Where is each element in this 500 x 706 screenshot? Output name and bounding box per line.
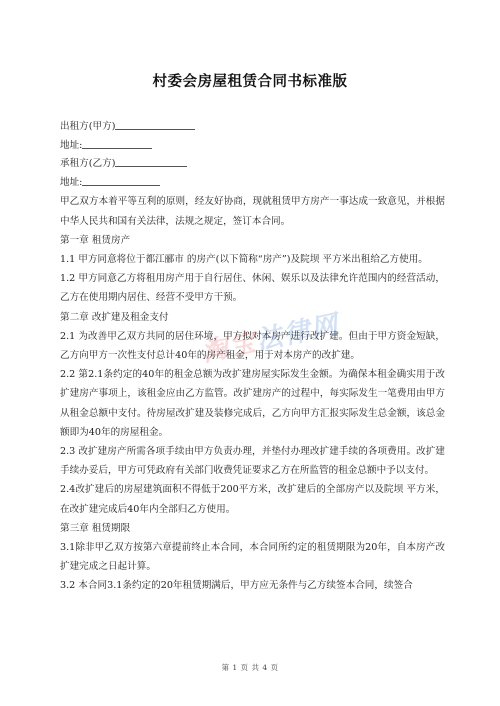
preamble-paragraph: 甲乙双方本着平等互利的原则，经友好协商，现就租赁甲方房产一事达成一致意见，并根据中华人民共和国有关法律，法规之规定，签订本合同。	[60, 196, 445, 227]
clause-1-1: 1.1 甲方同意将位于都江郦市 的房产(以下简称“房产”)及院坝 平方米出租给乙方使用。	[60, 253, 428, 265]
party-lessee-address	[60, 174, 445, 193]
clause-1-2: 1.2 甲方同意乙方将租用房产用于自行居住、休闲、娱乐以及法律允许范围内的经营活动，乙方在使用期内居住、经营不受甲方干预。	[60, 273, 445, 304]
party-lessor-label: 出租方(甲方)	[60, 121, 116, 132]
clause-2-4: 2.4改扩建后的房屋建筑面积不得低于200平方米，改扩建后的全部房产以及院坝 平方米，在改扩建完成后40年内全部归乙方使用。	[60, 484, 445, 515]
clause-2-1: 2.1 为改善甲乙双方共同的居住环境，甲方拟对本房产进行改扩建。但由于甲方资金短缺，乙方向甲方一次性支付总计40年的房产租金，用于对本房产的改扩建。	[60, 330, 445, 361]
party-lessee-blank	[115, 155, 187, 167]
chapter-1-heading: 第一章 租赁房产	[60, 234, 131, 246]
chapter-3-heading: 第三章 租赁期限	[60, 522, 131, 534]
document-title: 村委会房屋租赁合同书标准版	[152, 74, 348, 90]
party-lessee-address-blank	[82, 174, 160, 186]
clause-3-2: 3.2 本合同3.1条约定的20年租赁期满后，甲方应无条件与乙方续签本合同，续签合	[60, 580, 413, 592]
party-lessor-address-blank	[82, 137, 152, 149]
document-body	[60, 118, 445, 596]
chapter-2-heading: 第二章 改扩建及租金支付	[60, 311, 169, 323]
party-lessor	[60, 118, 445, 137]
party-lessee	[60, 155, 445, 174]
watermark-red-text: 淘宝	[198, 327, 260, 369]
party-lessor-address-label: 地址:	[60, 139, 83, 151]
page-footer: 第 1 页 共 4 页	[221, 663, 279, 672]
clause-3-1: 3.1除非甲乙双方按第六章提前终止本合同，本合同所约定的租赁期限为20年，自本房产改扩建完成之日起计算。	[60, 542, 445, 573]
clause-2-2: 2.2 第2.1条约定的40年的租金总额为改扩建房屋实际发生金额。为确保本租金确实用于改扩建房产事项上，该租金应由乙方监管。改扩建房产的过程中，每实际发生一笔费用由甲方从租金总额中支付。待房屋改扩建及装修完成后，乙方向甲方汇报实际发生总金额，该总金额即为40年的房屋租金。	[60, 369, 445, 438]
clause-2-3: 2.3 改扩建房产所需各项手续由甲方负责办理，并垫付办理改扩建手续的各项费用。改扩建手续办妥后，甲方可凭政府有关部门收费凭证要求乙方在所监管的租金总额中予以支付。	[60, 446, 445, 477]
watermark-blue-text: 法律网	[253, 309, 343, 357]
party-lessee-label: 承租方(乙方)	[60, 158, 116, 170]
party-lessor-blank	[115, 118, 195, 130]
party-lessor-address	[60, 137, 445, 156]
party-lessee-address-label: 地址:	[60, 176, 83, 188]
